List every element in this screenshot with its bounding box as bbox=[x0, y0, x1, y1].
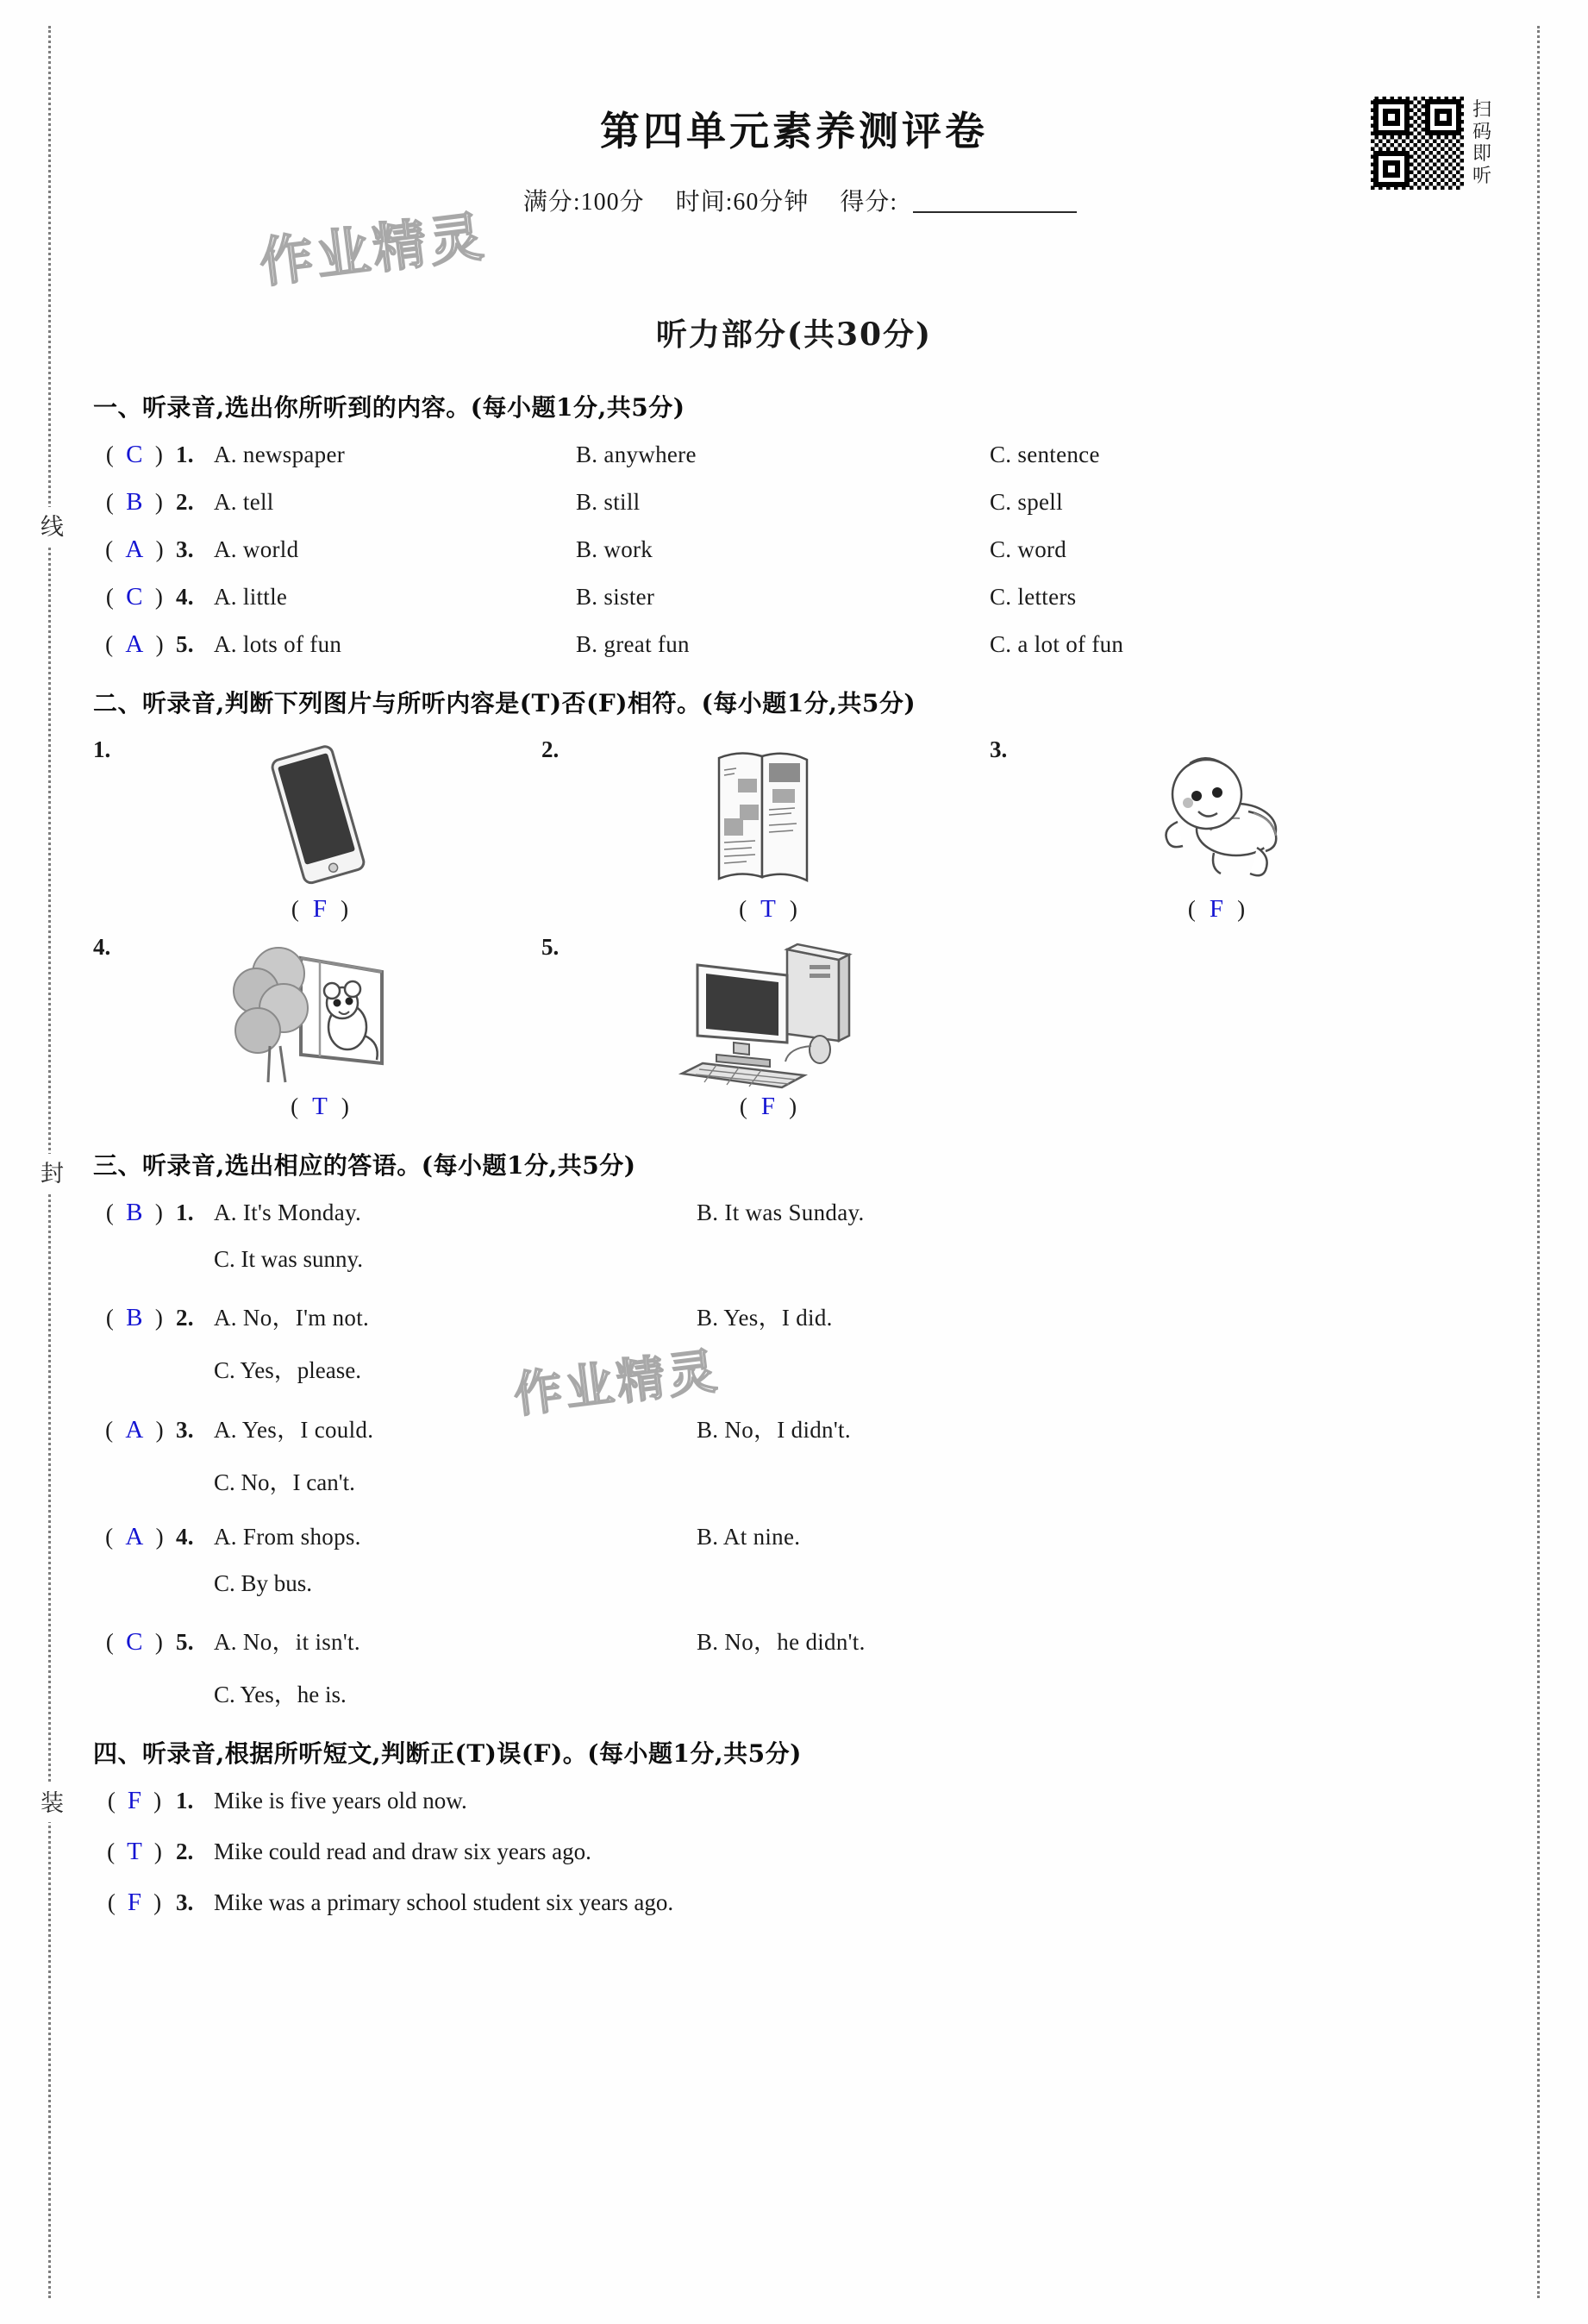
answer-letter: B bbox=[126, 488, 143, 516]
section-1-heading: 一、听录音,选出你所听到的内容。(每小题1分,共5分) bbox=[93, 393, 685, 422]
option-b[interactable]: B. still bbox=[576, 489, 641, 515]
margin-char-zhuang: 装 bbox=[33, 1783, 67, 1822]
picture-number: 5. bbox=[541, 934, 560, 960]
answer-letter: A bbox=[125, 1416, 144, 1444]
answer-bracket[interactable]: ( B ) bbox=[105, 1304, 164, 1331]
picture-answer[interactable]: ( F ) bbox=[739, 1093, 797, 1120]
question-number: 1. bbox=[176, 1788, 194, 1813]
full-score-label: 满分:100分 bbox=[522, 189, 645, 216]
question-row bbox=[93, 536, 1495, 564]
answer-letter: C bbox=[126, 441, 143, 468]
picture-answer[interactable]: ( T ) bbox=[739, 895, 797, 923]
option-c[interactable]: C. letters bbox=[990, 584, 1077, 610]
baby-icon bbox=[990, 736, 1438, 892]
time-limit-label: 时间:60分钟 bbox=[675, 189, 810, 216]
watermark: 作业精灵 bbox=[256, 204, 491, 295]
picture-item bbox=[93, 736, 541, 924]
answer-letter: B bbox=[126, 1199, 143, 1226]
indent-spacer bbox=[93, 1570, 214, 1597]
question-number: 4. bbox=[176, 1524, 194, 1550]
picture-item bbox=[990, 736, 1438, 924]
picture-answer[interactable]: ( F ) bbox=[291, 895, 349, 923]
question-row bbox=[93, 630, 1495, 659]
answer-bracket[interactable]: ( B ) bbox=[105, 488, 164, 516]
option-b[interactable]: B. work bbox=[576, 536, 653, 562]
question-row bbox=[93, 441, 1495, 469]
picture-number: 2. bbox=[541, 736, 560, 762]
question-number: 1. bbox=[176, 1200, 194, 1225]
qr-code-icon[interactable] bbox=[1371, 97, 1464, 190]
option-c[interactable]: C. Yes，he is. bbox=[214, 1682, 347, 1707]
option-a[interactable]: A. No，I'm not. bbox=[214, 1305, 370, 1331]
page-title: 第四单元素养测评卷 bbox=[600, 108, 988, 154]
answer-letter: C bbox=[126, 1628, 143, 1656]
indent-spacer bbox=[93, 1351, 214, 1385]
question-row-second-line bbox=[93, 1676, 1495, 1709]
newspaper-icon bbox=[541, 736, 990, 892]
question-number: 3. bbox=[176, 536, 194, 562]
picture-answer[interactable]: ( T ) bbox=[291, 1093, 349, 1120]
answer-bracket[interactable]: ( A ) bbox=[105, 536, 164, 563]
option-c[interactable]: C. a lot of fun bbox=[990, 631, 1124, 657]
answer-bracket[interactable]: ( F ) bbox=[107, 1787, 162, 1814]
judge-row bbox=[93, 1787, 1495, 1815]
paper-meta bbox=[93, 183, 1495, 217]
judge-sentence: Mike was a primary school student six years ago. bbox=[214, 1889, 674, 1915]
question-number: 4. bbox=[176, 584, 194, 610]
section-3-heading: 三、听录音,选出相应的答语。(每小题1分,共5分) bbox=[93, 1151, 636, 1180]
answer-letter: A bbox=[125, 1523, 144, 1550]
question-block bbox=[93, 1299, 1495, 1385]
paper-header bbox=[93, 100, 1495, 281]
option-a[interactable]: A. tell bbox=[214, 489, 274, 515]
question-block bbox=[93, 1623, 1495, 1709]
option-b[interactable]: B. At nine. bbox=[697, 1524, 801, 1550]
answer-letter: T bbox=[127, 1838, 142, 1865]
question-row bbox=[93, 1523, 1495, 1551]
paper-content bbox=[93, 86, 1495, 1939]
answer-letter: F bbox=[760, 1093, 776, 1120]
score-blank[interactable] bbox=[913, 210, 1077, 213]
picture-row-2 bbox=[93, 934, 1495, 1121]
answer-bracket[interactable]: ( A ) bbox=[105, 630, 164, 658]
option-b[interactable]: B. It was Sunday. bbox=[697, 1200, 865, 1225]
answer-letter: A bbox=[125, 536, 144, 563]
question-row bbox=[93, 488, 1495, 517]
indent-spacer bbox=[93, 1463, 214, 1497]
answer-letter: A bbox=[125, 630, 144, 658]
question-row-second-line bbox=[93, 1570, 1495, 1597]
option-b[interactable]: B. Yes，I did. bbox=[697, 1305, 833, 1331]
option-c[interactable]: C. sentence bbox=[990, 442, 1100, 467]
binding-line-right bbox=[1537, 26, 1540, 2298]
answer-bracket[interactable]: ( F ) bbox=[107, 1889, 162, 1916]
question-number: 5. bbox=[176, 631, 194, 657]
answer-letter: F bbox=[127, 1787, 142, 1814]
listening-part-title: 听力部分(共30分) bbox=[655, 316, 933, 353]
picture-number: 3. bbox=[990, 736, 1008, 762]
qr-caption: 扫码即听 bbox=[1472, 98, 1492, 186]
option-a[interactable]: A. Yes，I could. bbox=[214, 1417, 374, 1443]
judge-sentence: Mike could read and draw six years ago. bbox=[214, 1839, 591, 1864]
option-c[interactable]: C. By bus. bbox=[214, 1570, 313, 1596]
question-block bbox=[93, 1199, 1495, 1273]
question-number: 5. bbox=[176, 1629, 194, 1655]
answer-bracket[interactable]: ( B ) bbox=[105, 1199, 164, 1226]
answer-letter: F bbox=[1209, 895, 1224, 923]
qr-corner-icon bbox=[1373, 151, 1410, 187]
option-b[interactable]: B. No，he didn't. bbox=[697, 1629, 866, 1655]
judge-row bbox=[93, 1838, 1495, 1866]
question-row bbox=[93, 1299, 1495, 1332]
question-row bbox=[93, 1199, 1495, 1227]
judge-sentence: Mike is five years old now. bbox=[214, 1788, 467, 1813]
picture-item bbox=[541, 736, 990, 924]
question-row bbox=[93, 583, 1495, 611]
indent-spacer bbox=[93, 1246, 214, 1273]
question-number: 2. bbox=[176, 1305, 194, 1331]
question-block bbox=[93, 1411, 1495, 1497]
answer-bracket[interactable]: ( C ) bbox=[105, 441, 164, 468]
answer-letter: T bbox=[760, 895, 776, 923]
picture-item bbox=[541, 934, 990, 1121]
option-a[interactable]: A. lots of fun bbox=[214, 631, 342, 657]
option-c[interactable]: C. spell bbox=[990, 489, 1063, 515]
question-row bbox=[93, 1411, 1495, 1444]
margin-char-feng: 封 bbox=[33, 1154, 67, 1193]
question-row-second-line bbox=[93, 1351, 1495, 1385]
picture-row-1 bbox=[93, 736, 1495, 924]
answer-bracket[interactable]: ( C ) bbox=[105, 583, 164, 611]
answer-letter: F bbox=[127, 1889, 142, 1916]
tablet-icon bbox=[93, 736, 541, 892]
judge-row bbox=[93, 1889, 1495, 1917]
question-row bbox=[93, 1623, 1495, 1657]
option-a[interactable]: A. world bbox=[214, 536, 299, 562]
picture-number: 4. bbox=[93, 934, 111, 960]
option-a[interactable]: A. From shops. bbox=[214, 1524, 361, 1550]
question-number: 1. bbox=[176, 442, 194, 467]
answer-bracket[interactable]: ( A ) bbox=[105, 1523, 164, 1550]
picture-answer[interactable]: ( F ) bbox=[1187, 895, 1246, 923]
computer-icon bbox=[541, 934, 990, 1089]
answer-letter: T bbox=[312, 1093, 328, 1120]
answer-bracket[interactable]: ( A ) bbox=[105, 1416, 164, 1444]
question-row-second-line bbox=[93, 1463, 1495, 1497]
picture-item bbox=[93, 934, 541, 1121]
option-b[interactable]: B. anywhere bbox=[576, 442, 697, 467]
option-c[interactable]: C. Yes，please. bbox=[214, 1357, 362, 1383]
answer-letter: F bbox=[312, 895, 328, 923]
option-a[interactable]: A. little bbox=[214, 584, 288, 610]
question-block bbox=[93, 1523, 1495, 1597]
picture-number: 1. bbox=[93, 736, 111, 762]
option-c[interactable]: C. word bbox=[990, 536, 1067, 562]
option-a[interactable]: A. newspaper bbox=[214, 442, 346, 467]
answer-letter: C bbox=[126, 583, 143, 611]
indent-spacer bbox=[93, 1676, 214, 1709]
answer-bracket[interactable]: ( T ) bbox=[107, 1838, 162, 1865]
mouse-window-icon bbox=[93, 934, 541, 1089]
question-number: 2. bbox=[176, 489, 194, 515]
answer-bracket[interactable]: ( C ) bbox=[105, 1628, 164, 1656]
option-b[interactable]: B. No，I didn't. bbox=[697, 1417, 851, 1443]
option-b[interactable]: B. great fun bbox=[576, 631, 690, 657]
option-b[interactable]: B. sister bbox=[576, 584, 655, 610]
question-number: 2. bbox=[176, 1839, 194, 1864]
section-2-heading: 二、听录音,判断下列图片与所听内容是(T)否(F)相符。(每小题1分,共5分) bbox=[93, 689, 916, 717]
score-label: 得分: bbox=[840, 189, 898, 216]
answer-letter: B bbox=[126, 1304, 143, 1331]
option-a[interactable]: A. No，it isn't. bbox=[214, 1629, 360, 1655]
option-c[interactable]: C. No，I can't. bbox=[214, 1469, 355, 1495]
option-c[interactable]: C. It was sunny. bbox=[214, 1246, 363, 1272]
option-a[interactable]: A. It's Monday. bbox=[214, 1200, 362, 1225]
watermark: 作业精灵 bbox=[510, 1343, 723, 1425]
question-row-second-line bbox=[93, 1246, 1495, 1273]
qr-listen-block[interactable] bbox=[1371, 97, 1495, 190]
picture-spacer bbox=[990, 934, 1438, 1121]
question-number: 3. bbox=[176, 1889, 194, 1915]
question-number: 3. bbox=[176, 1417, 194, 1443]
margin-char-xian: 线 bbox=[33, 507, 67, 546]
section-4-heading: 四、听录音,根据所听短文,判断正(T)误(F)。(每小题1分,共5分) bbox=[93, 1739, 802, 1768]
